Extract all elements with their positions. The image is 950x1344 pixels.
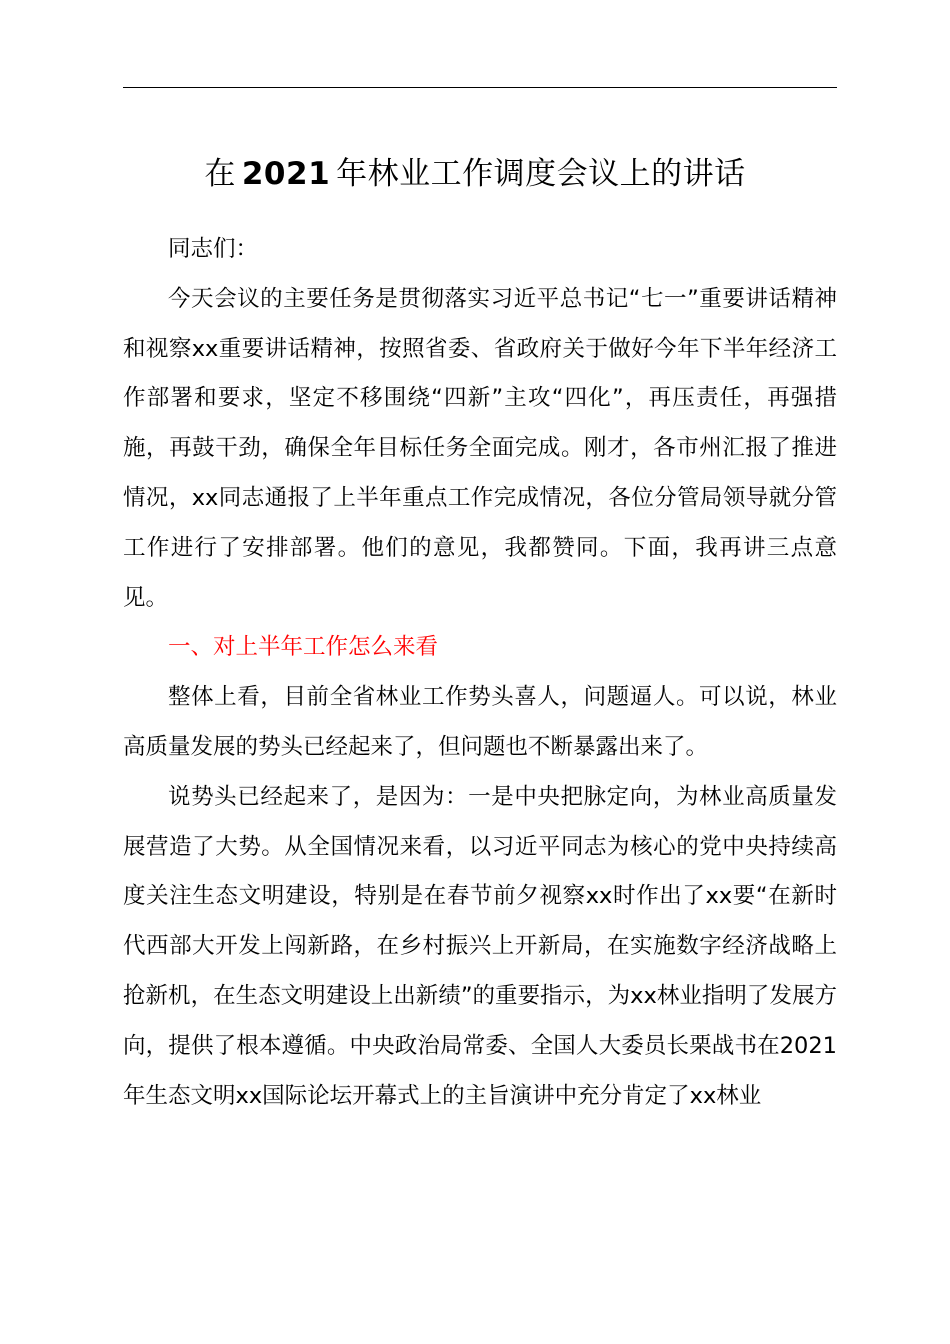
document-body bbox=[123, 225, 837, 1121]
section-heading-1: 一、对上半年工作怎么来看 bbox=[168, 634, 439, 661]
page-title bbox=[0, 152, 950, 196]
salutation: 同志们： bbox=[168, 236, 259, 262]
body-paragraph: 整体上看，目前全省林业工作势头喜人，问题逼人。可以说，林业高质量发展的势头已经起来了，但问题也不断暴露出来了。 bbox=[123, 684, 837, 760]
intro-paragraph: 今天会议的主要任务是贯彻落实习近平总书记“七一”重要讲话精神和视察xx重要讲话精神，按照省委、省政府关于做好今年下半年经济工作部署和要求，坚定不移围绕“四新”主攻“四化”，再压责任，再强措施，再鼓干劲，确保全年目标任务全面完成。刚才，各市州汇报了推进情况，xx同志通报了上半年重点工作完成情况，各位分管局领导就分管工作进行了安排部署。他们的意见，我都赞同。下面，我再讲三点意见。 bbox=[123, 285, 837, 611]
body-paragraph: 说势头已经起来了，是因为：一是中央把脉定向，为林业高质量发展营造了大势。从全国情况来看，以习近平同志为核心的党中央持续高度关注生态文明建设，特别是在春节前夕视察xx时作出了xx要“在新时代西部大开发上闯新路，在乡村振兴上开新局，在实施数字经济战略上抢新机，在生态文明建设上出新绩”的重要指示，为xx林业指明了发展方向，提供了根本遵循。中央政治局常委、全国人大委员长栗战书在2021年生态文明xx国际论坛开幕式上的主旨演讲中充分肯定了xx林业 bbox=[123, 783, 837, 1109]
title-year: 2021 bbox=[241, 156, 331, 192]
title-prefix: 在 bbox=[204, 156, 236, 192]
header-rule bbox=[123, 87, 837, 88]
title-suffix: 年林业工作调度会议上的讲话 bbox=[336, 156, 746, 192]
